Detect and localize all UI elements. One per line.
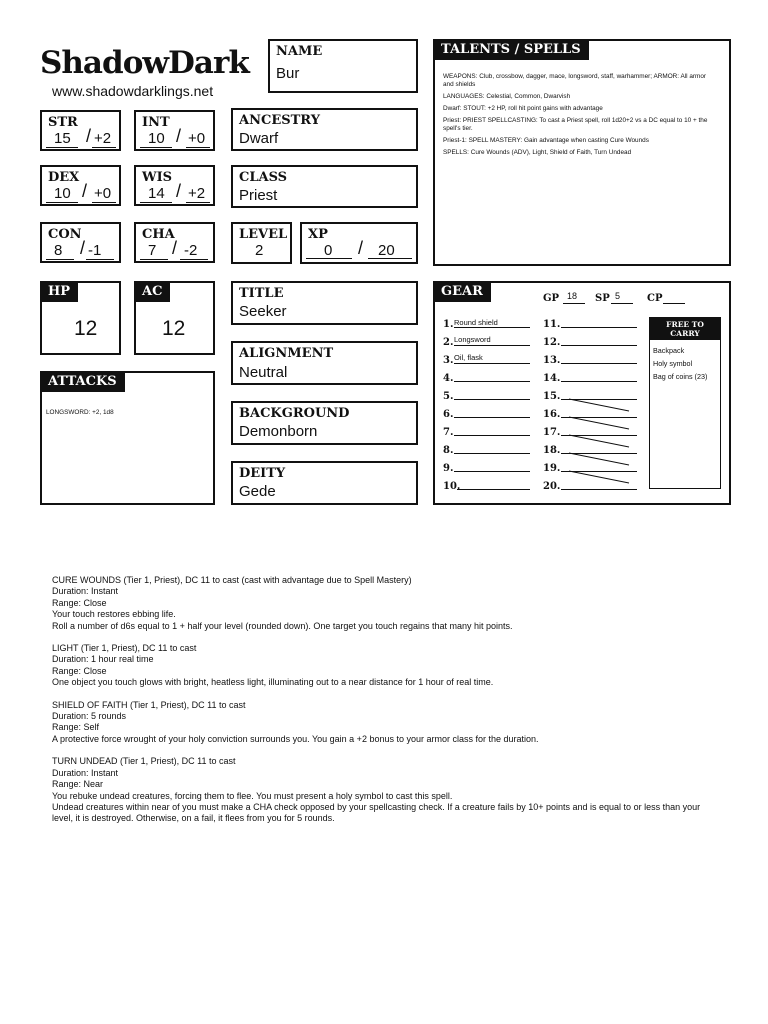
dex-label: DEX xyxy=(48,170,80,185)
hp-label: HP xyxy=(40,281,78,302)
gear-box[interactable] xyxy=(433,281,731,505)
slot-number: 20. xyxy=(543,481,561,492)
dex-mod: +0 xyxy=(94,185,112,202)
deity-value: Gede xyxy=(239,483,276,500)
name-label: NAME xyxy=(276,44,323,59)
ancestry-label: ANCESTRY xyxy=(239,113,320,128)
title-field[interactable] xyxy=(231,281,418,325)
int-label: INT xyxy=(142,115,170,130)
slot-number: 12. xyxy=(543,337,561,348)
slot-number: 17. xyxy=(543,427,561,438)
int-mod: +0 xyxy=(188,130,206,147)
str-mod: +2 xyxy=(94,130,112,147)
deity-field[interactable] xyxy=(231,461,418,505)
slot-number: 19. xyxy=(543,463,561,474)
logo-title: ShadowDark xyxy=(40,45,249,81)
slot-number: 1. xyxy=(443,319,454,330)
cha-score: 7 xyxy=(148,242,157,259)
background-field[interactable] xyxy=(231,401,418,445)
talent-line: Priest: PRIEST SPELLCASTING: To cast a Priest spell, roll 1d20+2 vs a DC equal to 10 + the spell's tier. xyxy=(443,117,708,132)
spell-line: LIGHT (Tier 1, Priest), DC 11 to cast xyxy=(52,643,197,654)
slot-item: Longsword xyxy=(454,335,491,344)
level-label: LEVEL xyxy=(239,227,288,242)
spell-line: Range: Close xyxy=(52,597,107,608)
deity-label: DEITY xyxy=(239,466,286,481)
ac-label: AC xyxy=(134,281,170,302)
spell-line: A protective force wrought of your holy conviction surrounds you. You gain a +2 bonus to your armor class for the duration. xyxy=(52,733,539,744)
cha-label: CHA xyxy=(142,227,175,242)
wis-score: 14 xyxy=(148,185,165,202)
ancestry-field[interactable] xyxy=(231,108,418,151)
slot-number: 9. xyxy=(443,463,454,474)
talent-line: SPELLS: Cure Wounds (ADV), Light, Shield of Faith, Turn Undead xyxy=(443,149,632,156)
alignment-field[interactable] xyxy=(231,341,418,385)
spell-line: You rebuke undead creatures, forcing them to flee. You must present a holy symbol to cast this spell. xyxy=(52,790,453,801)
talents-box[interactable] xyxy=(433,39,731,266)
sp-label: SP xyxy=(595,293,610,304)
spell-line: Range: Close xyxy=(52,665,107,676)
slot-number: 11. xyxy=(543,319,561,330)
slot-number: 8. xyxy=(443,445,454,456)
slot-number: 5. xyxy=(443,391,454,402)
wis-label: WIS xyxy=(142,170,173,185)
free-item: Holy symbol xyxy=(653,359,693,368)
xp-value: 0 xyxy=(324,242,333,259)
background-value: Demonborn xyxy=(239,423,318,440)
spell-line: Duration: Instant xyxy=(52,767,119,778)
class-field[interactable] xyxy=(231,165,418,208)
attack-line: LONGSWORD: +2, 1d8 xyxy=(46,409,114,416)
slot-item: Oil, flask xyxy=(454,353,483,362)
gp-value: 18 xyxy=(567,291,578,301)
attacks-box[interactable] xyxy=(40,371,215,505)
slot-number: 14. xyxy=(543,373,561,384)
dex-box[interactable]: DEX 10 / +0 xyxy=(40,165,121,206)
free-item: Backpack xyxy=(653,346,685,355)
slot-number: 16. xyxy=(543,409,561,420)
talent-line: LANGUAGES: Celestial, Common, Dwarvish xyxy=(443,93,571,100)
strikethrough-lines xyxy=(561,395,641,491)
alignment-value: Neutral xyxy=(239,364,288,381)
spell-line: Duration: Instant xyxy=(52,586,119,597)
slot-number: 15. xyxy=(543,391,561,402)
spell-line: Duration: 5 rounds xyxy=(52,711,127,722)
spell-line: level, it is destroyed. Otherwise, on a fail, it flees from you for 5 rounds. xyxy=(52,813,335,824)
ac-value: 12 xyxy=(162,317,186,340)
wis-mod: +2 xyxy=(188,185,206,202)
spell-line: Your touch restores ebbing life. xyxy=(52,609,176,620)
con-box[interactable]: CON 8 / -1 xyxy=(40,222,121,263)
cp-label: CP xyxy=(647,293,663,304)
background-label: BACKGROUND xyxy=(239,406,350,421)
slot-number: 4. xyxy=(443,373,454,384)
class-label: CLASS xyxy=(239,170,288,185)
alignment-label: ALIGNMENT xyxy=(239,346,334,361)
title-label: TITLE xyxy=(239,286,284,301)
hp-box[interactable] xyxy=(40,281,121,355)
slot-number: 3. xyxy=(443,355,454,366)
spell-line: Range: Self xyxy=(52,722,100,733)
ancestry-value: Dwarf xyxy=(239,130,279,147)
wis-box[interactable]: WIS 14 / +2 xyxy=(134,165,215,206)
str-label: STR xyxy=(48,115,78,130)
spell-line: Undead creatures within near of you must make a CHA check opposed by your spellcasting check. If a creature fails by 10+ points and is equal to or less than your xyxy=(52,801,701,812)
gear-label: GEAR xyxy=(433,281,491,302)
logo-url: www.shadowdarklings.net xyxy=(52,83,214,99)
slot-number: 10. xyxy=(443,481,461,492)
slot-item: Round shield xyxy=(454,318,498,327)
sp-value: 5 xyxy=(615,291,621,301)
free-item: Bag of coins (23) xyxy=(653,372,708,381)
cha-mod: -2 xyxy=(184,242,198,259)
spell-line: CURE WOUNDS (Tier 1, Priest), DC 11 to cast (cast with advantage due to Spell Mastery) xyxy=(52,575,412,585)
dex-score: 10 xyxy=(54,185,71,202)
xp-label: XP xyxy=(308,227,328,242)
slot-number: 2. xyxy=(443,337,454,348)
free-to-carry-box[interactable] xyxy=(649,317,721,489)
int-score: 10 xyxy=(148,130,165,147)
talent-line: Priest-1: SPELL MASTERY: Gain advantage when casting Cure Wounds xyxy=(443,137,649,144)
xp-max: 20 xyxy=(378,242,395,259)
slot-number: 18. xyxy=(543,445,561,456)
spell-line: Range: Near xyxy=(52,779,104,790)
slot-number: 7. xyxy=(443,427,454,438)
talent-line: WEAPONS: Club, crossbow, dagger, mace, longsword, staff, warhammer; ARMOR: All armor and shields xyxy=(443,73,707,88)
free-to-carry-label: FREE TO CARRY xyxy=(650,318,720,340)
spell-line: TURN UNDEAD (Tier 1, Priest), DC 11 to cast xyxy=(52,756,236,767)
hp-value: 12 xyxy=(74,317,98,340)
talents-label: TALENTS / SPELLS xyxy=(433,39,589,60)
slot-number: 6. xyxy=(443,409,454,420)
logo xyxy=(40,44,260,84)
str-score: 15 xyxy=(54,130,71,147)
con-score: 8 xyxy=(54,242,63,259)
talent-line: Dwarf: STOUT: +2 HP, roll hit point gains with advantage xyxy=(443,105,603,112)
cha-box[interactable]: CHA 7 / -2 xyxy=(134,222,215,263)
level-field[interactable] xyxy=(231,222,292,264)
int-box[interactable]: INT 10 / +0 xyxy=(134,110,215,151)
xp-field[interactable]: XP 0 / 20 xyxy=(300,222,418,264)
title-value: Seeker xyxy=(239,303,287,320)
str-box[interactable]: STR 15 / +2 xyxy=(40,110,121,151)
spell-line: One object you touch glows with bright, heatless light, illuminating out to a near distance for 1 hour of real time. xyxy=(52,677,494,688)
class-value: Priest xyxy=(239,187,278,204)
spell-line: Duration: 1 hour real time xyxy=(52,654,154,665)
gp-label: GP xyxy=(543,293,560,304)
con-label: CON xyxy=(48,227,82,242)
spell-line: SHIELD OF FAITH (Tier 1, Priest), DC 11 to cast xyxy=(52,699,246,710)
name-field[interactable] xyxy=(268,39,418,93)
attacks-label: ATTACKS xyxy=(40,371,125,392)
level-value: 2 xyxy=(255,242,264,259)
name-value: Bur xyxy=(276,65,300,82)
ac-box[interactable] xyxy=(134,281,215,355)
slot-number: 13. xyxy=(543,355,561,366)
spell-descriptions xyxy=(52,575,732,825)
con-mod: -1 xyxy=(88,242,102,259)
spell-line: Roll a number of d6s equal to 1 + half your level (rounded down). One target you touch regains that many hit points. xyxy=(52,620,513,631)
